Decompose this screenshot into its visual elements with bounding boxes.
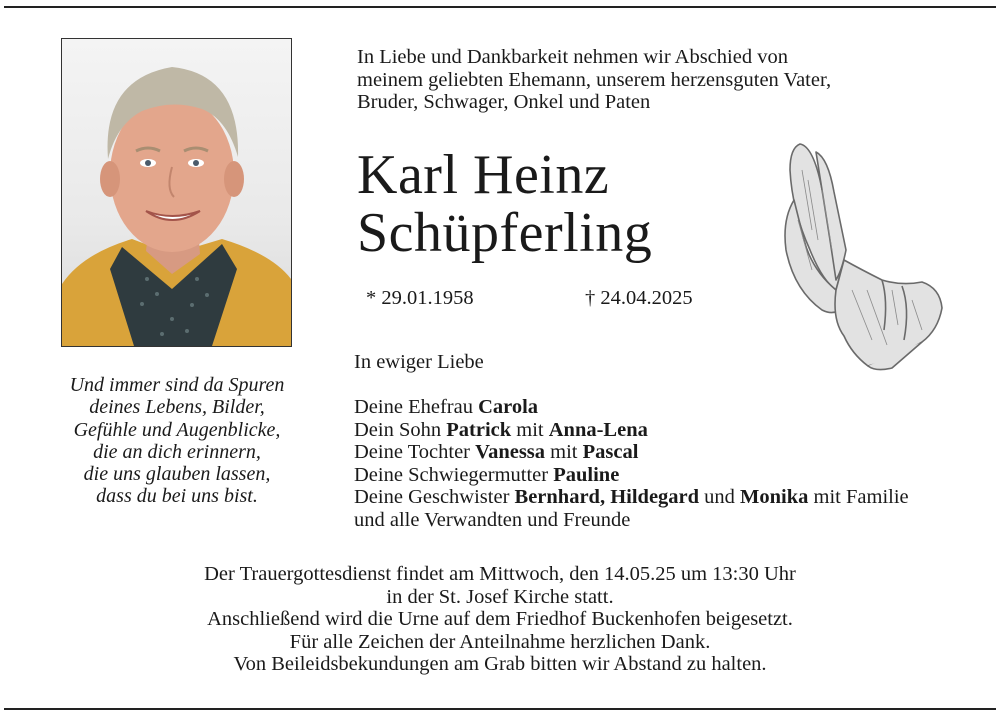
portrait-illustration	[62, 39, 291, 346]
mourner-others: und alle Verwandten und Freunde	[354, 508, 631, 531]
intro-line: Bruder, Schwager, Onkel und Paten	[357, 91, 651, 113]
mourner-connector: mit	[511, 418, 549, 441]
mourner-son	[354, 419, 984, 442]
service-line: Für alle Zeichen der Anteilnahme herzlichen Dank.	[289, 630, 711, 653]
praying-hands-icon	[772, 140, 952, 376]
mourner-daughter	[354, 441, 984, 464]
intro-line: In Liebe und Dankbarkeit nehmen wir Abschied von	[357, 46, 788, 68]
deceased-name	[357, 146, 652, 262]
mourner-suffix: mit Familie	[808, 486, 909, 508]
portrait-photo	[61, 38, 292, 347]
mourner-name: Patrick	[446, 418, 512, 441]
service-line: in der St. Josef Kirche statt.	[386, 585, 614, 608]
mourner-siblings	[354, 486, 984, 509]
mourner-relation: Deine Ehefrau	[354, 396, 479, 418]
mourner-spouse	[354, 396, 984, 419]
mourner-partner: Pascal	[582, 441, 639, 463]
service-line: Von Beileidsbekundungen am Grab bitten wir Abstand zu halten.	[233, 653, 767, 676]
mourner-mother-in-law	[354, 464, 984, 487]
mourner-name: Bernhard, Hildegard	[514, 486, 700, 508]
mourner-relation: Deine Schwiegermutter	[354, 463, 554, 486]
poem-line: Gefühle und Augenblicke,	[73, 418, 281, 441]
birth-date: * 29.01.1958	[366, 287, 474, 309]
poem-line: Und immer sind da Spuren	[69, 374, 285, 396]
mourner-name: Vanessa	[475, 441, 546, 463]
mourners-heading: In ewiger Liebe	[354, 351, 484, 373]
mourner-name: Monika	[740, 486, 809, 508]
mourner-name: Pauline	[553, 463, 620, 486]
poem-line: deines Lebens, Bilder,	[89, 396, 265, 419]
memorial-poem	[40, 374, 314, 508]
mourners-list	[354, 396, 984, 531]
intro-line: meinem geliebten Ehemann, unserem herzensguten Vater,	[357, 68, 832, 91]
mourner-connector: und	[699, 486, 741, 508]
service-line: Der Trauergottesdienst findet am Mittwoch, den 14.05.25 um 13:30 Uhr	[204, 563, 796, 585]
mourner-relation: Deine Tochter	[354, 441, 476, 463]
poem-line: die uns glauben lassen,	[83, 463, 271, 486]
death-date: † 24.04.2025	[585, 287, 693, 309]
mourner-name: Carola	[478, 396, 539, 418]
service-line: Anschließend wird die Urne auf dem Friedhof Buckenhofen beigesetzt.	[207, 608, 793, 631]
service-info	[0, 563, 1000, 676]
intro-text	[357, 46, 957, 114]
poem-line: dass du bei uns bist.	[96, 485, 258, 508]
mourner-relation: Deine Geschwister	[354, 486, 515, 508]
mourner-connector: mit	[545, 441, 583, 463]
deceased-surname: Schüpferling	[357, 202, 653, 264]
deceased-first-names: Karl Heinz	[357, 144, 610, 206]
mourner-partner: Anna-Lena	[548, 418, 648, 441]
poem-line: die an dich erinnern,	[93, 440, 261, 463]
mourner-relation: Dein Sohn	[354, 418, 447, 441]
